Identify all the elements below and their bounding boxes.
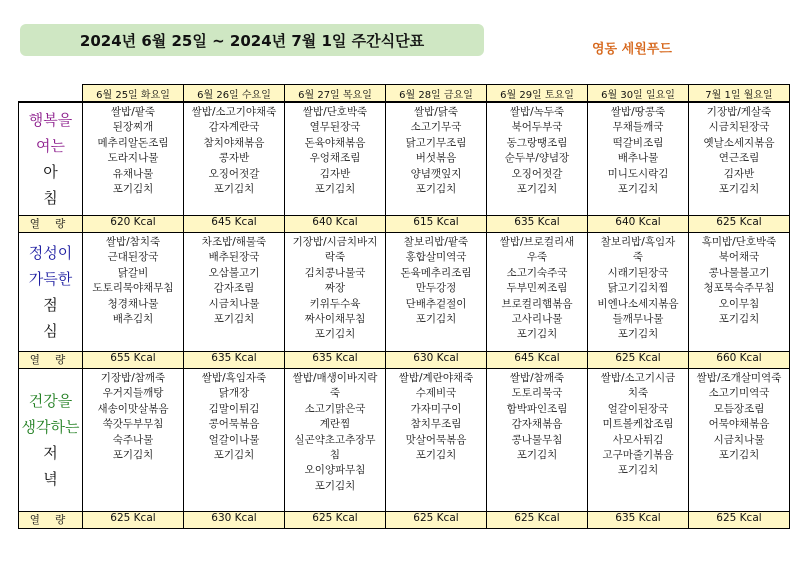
menu-item: 포기김치 (213, 449, 255, 462)
menu-item: 닭고기무조림 (405, 136, 467, 149)
kcal-value: 640 Kcal (285, 216, 386, 233)
menu-item: 오삼불고기 (208, 266, 260, 279)
menu-item: 김말이튀김 (208, 402, 260, 415)
menu-item: 포기김치 (213, 313, 255, 326)
lunch-label (19, 233, 83, 352)
menu-cell (83, 233, 184, 352)
menu-item: 우거지들깨탕 (102, 387, 164, 400)
menu-item: 쌀밥/땅콩죽 (610, 106, 666, 118)
kcal-label: 열 량 (19, 512, 83, 529)
menu-item: 침 (329, 449, 341, 462)
menu-item: 오징어젓갈 (208, 167, 260, 180)
menu-item: 쌀밥/녹두죽 (509, 106, 565, 118)
weekly-menu-table (18, 84, 790, 529)
menu-item: 오이무침 (718, 297, 760, 310)
kcal-value: 625 Kcal (285, 512, 386, 529)
menu-title: 2024년 6월 25일 ~ 2024년 7월 1일 주간식단표 (20, 24, 484, 56)
kcal-label: 열 량 (19, 352, 83, 369)
menu-item: 포기김치 (213, 183, 255, 196)
menu-item: 흑미밥/단호박죽 (701, 236, 777, 248)
breakfast-row (19, 102, 790, 216)
kcal-value: 660 Kcal (689, 352, 790, 369)
menu-item: 짜장 (324, 282, 346, 295)
menu-item: 포기김치 (617, 464, 659, 477)
meal-label-line: 생각하는 (21, 418, 80, 436)
menu-cell (487, 102, 588, 216)
menu-item: 도토리묵국 (511, 387, 563, 400)
menu-item: 기장밥/게살죽 (706, 106, 772, 118)
menu-item: 포기김치 (617, 183, 659, 196)
kcal-value: 625 Kcal (588, 352, 689, 369)
menu-cell (386, 102, 487, 216)
menu-item: 청포묵숙주무침 (703, 282, 775, 295)
meal-label-line: 저 녁 (43, 444, 74, 488)
menu-item: 시금치나물 (208, 297, 260, 310)
day-header: 6월 28일 금요일 (386, 85, 487, 103)
menu-item: 포기김치 (112, 183, 154, 196)
menu-item: 포기김치 (314, 328, 356, 341)
menu-item: 고구마줄기볶음 (602, 449, 674, 462)
meal-label-line: 아 침 (43, 163, 74, 207)
kcal-value: 625 Kcal (386, 512, 487, 529)
menu-item: 얼갈이된장국 (607, 402, 669, 415)
kcal-value: 645 Kcal (487, 352, 588, 369)
menu-item: 도토리묵야채무침 (92, 282, 174, 295)
menu-cell (487, 233, 588, 352)
menu-item: 짜사이채무침 (304, 313, 366, 326)
menu-item: 우엉채조림 (309, 152, 361, 165)
kcal-value: 615 Kcal (386, 216, 487, 233)
menu-item: 포기김치 (314, 183, 356, 196)
menu-item: 청경채나물 (107, 297, 159, 310)
menu-item: 비엔나소세지볶음 (597, 297, 679, 310)
menu-item: 콩나물무침 (511, 433, 563, 446)
menu-item: 유채나물 (112, 167, 154, 180)
menu-item: 동그랑땡조림 (506, 136, 568, 149)
day-header: 7월 1일 월요일 (689, 85, 790, 103)
menu-item: 어묵야채볶음 (708, 418, 770, 431)
menu-item: 참치무조림 (410, 418, 462, 431)
menu-item: 홍합살미역국 (405, 251, 467, 264)
lunch-row (19, 233, 790, 352)
meal-label-line: 점 심 (43, 296, 74, 340)
menu-item: 포기김치 (415, 183, 457, 196)
menu-item: 쌀밥/참깨죽 (509, 372, 565, 384)
menu-item: 포기김치 (617, 328, 659, 341)
menu-item: 사모사튀김 (612, 433, 664, 446)
menu-item: 콩어묵볶음 (208, 418, 260, 431)
menu-cell (285, 233, 386, 352)
menu-item: 감자채볶음 (511, 418, 563, 431)
menu-item: 김치콩나물국 (304, 266, 366, 279)
menu-item: 배추된장국 (208, 251, 260, 264)
menu-cell (83, 369, 184, 512)
menu-item: 죽 (329, 387, 341, 400)
menu-item: 오징어젓갈 (511, 167, 563, 180)
menu-item: 수제비국 (415, 387, 457, 400)
menu-item: 쌀밥/흑임자죽 (201, 372, 267, 384)
meal-label-line: 건강을 (28, 392, 73, 410)
meal-label-line: 여는 (36, 137, 65, 155)
menu-item: 쌀밥/매생이바지락 (292, 372, 378, 384)
menu-item: 배추나물 (617, 152, 659, 165)
menu-cell (588, 102, 689, 216)
menu-item: 버섯볶음 (415, 152, 457, 165)
menu-item: 포기김치 (516, 328, 558, 341)
menu-item: 단배추겉절이 (405, 297, 467, 310)
menu-item: 감자계란국 (208, 121, 260, 134)
kcal-value: 625 Kcal (689, 216, 790, 233)
menu-item: 포기김치 (415, 313, 457, 326)
menu-item: 기장밥/참깨죽 (100, 372, 166, 384)
menu-item: 닭갈비 (117, 266, 149, 279)
menu-item: 쑥갓두부무침 (102, 418, 164, 431)
menu-cell (689, 233, 790, 352)
meal-label-line: 정성이 (28, 244, 73, 262)
corner-cell (19, 85, 83, 103)
day-header: 6월 25일 화요일 (83, 85, 184, 103)
menu-item: 계란찜 (319, 418, 351, 431)
menu-item: 차조밥/해물죽 (201, 236, 267, 248)
kcal-row (19, 216, 790, 233)
menu-item: 우죽 (526, 251, 548, 264)
menu-item: 콩나물불고기 (708, 266, 770, 279)
menu-item: 메추리알돈조림 (97, 136, 169, 149)
menu-item: 쌀밥/조개살미역죽 (696, 372, 782, 384)
menu-cell (285, 102, 386, 216)
menu-item: 김자반 (319, 167, 351, 180)
kcal-value: 630 Kcal (184, 512, 285, 529)
breakfast-label (19, 102, 83, 216)
menu-item: 북어채국 (718, 251, 760, 264)
menu-item: 포기김치 (516, 449, 558, 462)
kcal-value: 645 Kcal (184, 216, 285, 233)
day-header: 6월 30일 일요일 (588, 85, 689, 103)
kcal-value: 655 Kcal (83, 352, 184, 369)
menu-item: 콩자반 (218, 152, 250, 165)
menu-item: 무채들깨국 (612, 121, 664, 134)
menu-item: 배추김치 (112, 313, 154, 326)
menu-item: 닭고기김치찜 (607, 282, 669, 295)
menu-item: 돈육메추리조림 (400, 266, 472, 279)
menu-cell (689, 102, 790, 216)
menu-item: 소고기미역국 (708, 387, 770, 400)
kcal-value: 625 Kcal (487, 512, 588, 529)
menu-item: 열무된장국 (309, 121, 361, 134)
menu-item: 찰보리밥/흑임자 (600, 236, 676, 248)
menu-item: 쌀밥/소고기야채죽 (191, 106, 277, 118)
menu-item: 키위두수육 (309, 297, 361, 310)
menu-item: 숙주나물 (112, 433, 154, 446)
kcal-label: 열 량 (19, 216, 83, 233)
kcal-row (19, 352, 790, 369)
kcal-value: 620 Kcal (83, 216, 184, 233)
kcal-value: 630 Kcal (386, 352, 487, 369)
menu-item: 락죽 (324, 251, 346, 264)
menu-cell (184, 369, 285, 512)
menu-item: 만두강정 (415, 282, 457, 295)
menu-cell (588, 233, 689, 352)
menu-item: 모듬장조림 (713, 402, 765, 415)
menu-item: 포기김치 (112, 449, 154, 462)
menu-cell (184, 102, 285, 216)
header-row (19, 85, 790, 103)
menu-item: 김자반 (723, 167, 755, 180)
menu-item: 쌀밥/계란야채죽 (398, 372, 474, 384)
menu-item: 함박파인조림 (506, 402, 568, 415)
menu-item: 쌀밥/브로컬리새 (499, 236, 575, 248)
menu-item: 돈육야채볶음 (304, 136, 366, 149)
menu-cell (386, 233, 487, 352)
menu-item: 쌀밥/참치죽 (105, 236, 161, 248)
menu-item: 된장찌개 (112, 121, 154, 134)
menu-item: 근대된장국 (107, 251, 159, 264)
menu-item: 소고기숙주국 (506, 266, 568, 279)
menu-cell (83, 102, 184, 216)
menu-item: 참치야채볶음 (203, 136, 265, 149)
menu-item: 닭개장 (218, 387, 250, 400)
menu-item: 찰보리밥/팥죽 (403, 236, 469, 248)
menu-item: 고사리나물 (511, 313, 563, 326)
kcal-value: 635 Kcal (487, 216, 588, 233)
menu-item: 미니도시락김 (607, 167, 669, 180)
menu-item: 가자미구이 (410, 402, 462, 415)
menu-cell (184, 233, 285, 352)
menu-item: 실곤약초고추장무 (294, 433, 376, 446)
kcal-value: 640 Kcal (588, 216, 689, 233)
menu-cell (487, 369, 588, 512)
menu-item: 옛날소세지볶음 (703, 136, 775, 149)
menu-item: 포기김치 (718, 449, 760, 462)
menu-item: 치죽 (627, 387, 649, 400)
kcal-value: 635 Kcal (285, 352, 386, 369)
menu-item: 양념깻잎지 (410, 167, 462, 180)
menu-item: 포기김치 (314, 479, 356, 492)
menu-item: 북어두부국 (511, 121, 563, 134)
menu-item: 포기김치 (718, 183, 760, 196)
menu-item: 떡갈비조림 (612, 136, 664, 149)
menu-item: 포기김치 (415, 449, 457, 462)
meal-label-line: 행복을 (28, 111, 73, 129)
dinner-row (19, 369, 790, 512)
kcal-value: 625 Kcal (83, 512, 184, 529)
menu-item: 오이양파무침 (304, 464, 366, 477)
menu-item: 도라지나물 (107, 152, 159, 165)
menu-item: 브로컬리햄볶음 (501, 297, 573, 310)
menu-cell (588, 369, 689, 512)
dinner-label (19, 369, 83, 512)
company-name: 영동 세원푸드 (592, 42, 672, 57)
menu-item: 순두부/양념장 (504, 152, 570, 165)
menu-item: 쌀밥/팥죽 (110, 106, 156, 118)
menu-item: 미트볼케찹조림 (602, 418, 674, 431)
day-header: 6월 26일 수요일 (184, 85, 285, 103)
menu-item: 포기김치 (718, 313, 760, 326)
kcal-value: 625 Kcal (689, 512, 790, 529)
menu-item: 쌀밥/단호박죽 (302, 106, 368, 118)
kcal-value: 635 Kcal (588, 512, 689, 529)
menu-item: 쌀밥/닭죽 (413, 106, 459, 118)
menu-cell (689, 369, 790, 512)
kcal-value: 635 Kcal (184, 352, 285, 369)
meal-label-line: 가득한 (28, 270, 73, 288)
menu-item: 새송이맛살볶음 (97, 402, 169, 415)
day-header: 6월 27일 목요일 (285, 85, 386, 103)
menu-item: 소고기맑은국 (304, 402, 366, 415)
kcal-row (19, 512, 790, 529)
menu-item: 얼갈이나물 (208, 433, 260, 446)
menu-item: 감자조림 (213, 282, 255, 295)
day-header: 6월 29일 토요일 (487, 85, 588, 103)
menu-item: 두부민찌조림 (506, 282, 568, 295)
menu-item: 연근조림 (718, 152, 760, 165)
menu-item: 죽 (632, 251, 644, 264)
menu-item: 소고기무국 (410, 121, 462, 134)
menu-item: 맛살어묵볶음 (405, 433, 467, 446)
menu-item: 시금치된장국 (708, 121, 770, 134)
menu-item: 시래기된장국 (607, 266, 669, 279)
menu-item: 들깨무나물 (612, 313, 664, 326)
menu-item: 포기김치 (516, 183, 558, 196)
menu-cell (386, 369, 487, 512)
menu-item: 시금치나물 (713, 433, 765, 446)
menu-cell (285, 369, 386, 512)
menu-item: 쌀밥/소고기시금 (600, 372, 676, 384)
menu-item: 기장밥/시금치바지 (292, 236, 378, 248)
